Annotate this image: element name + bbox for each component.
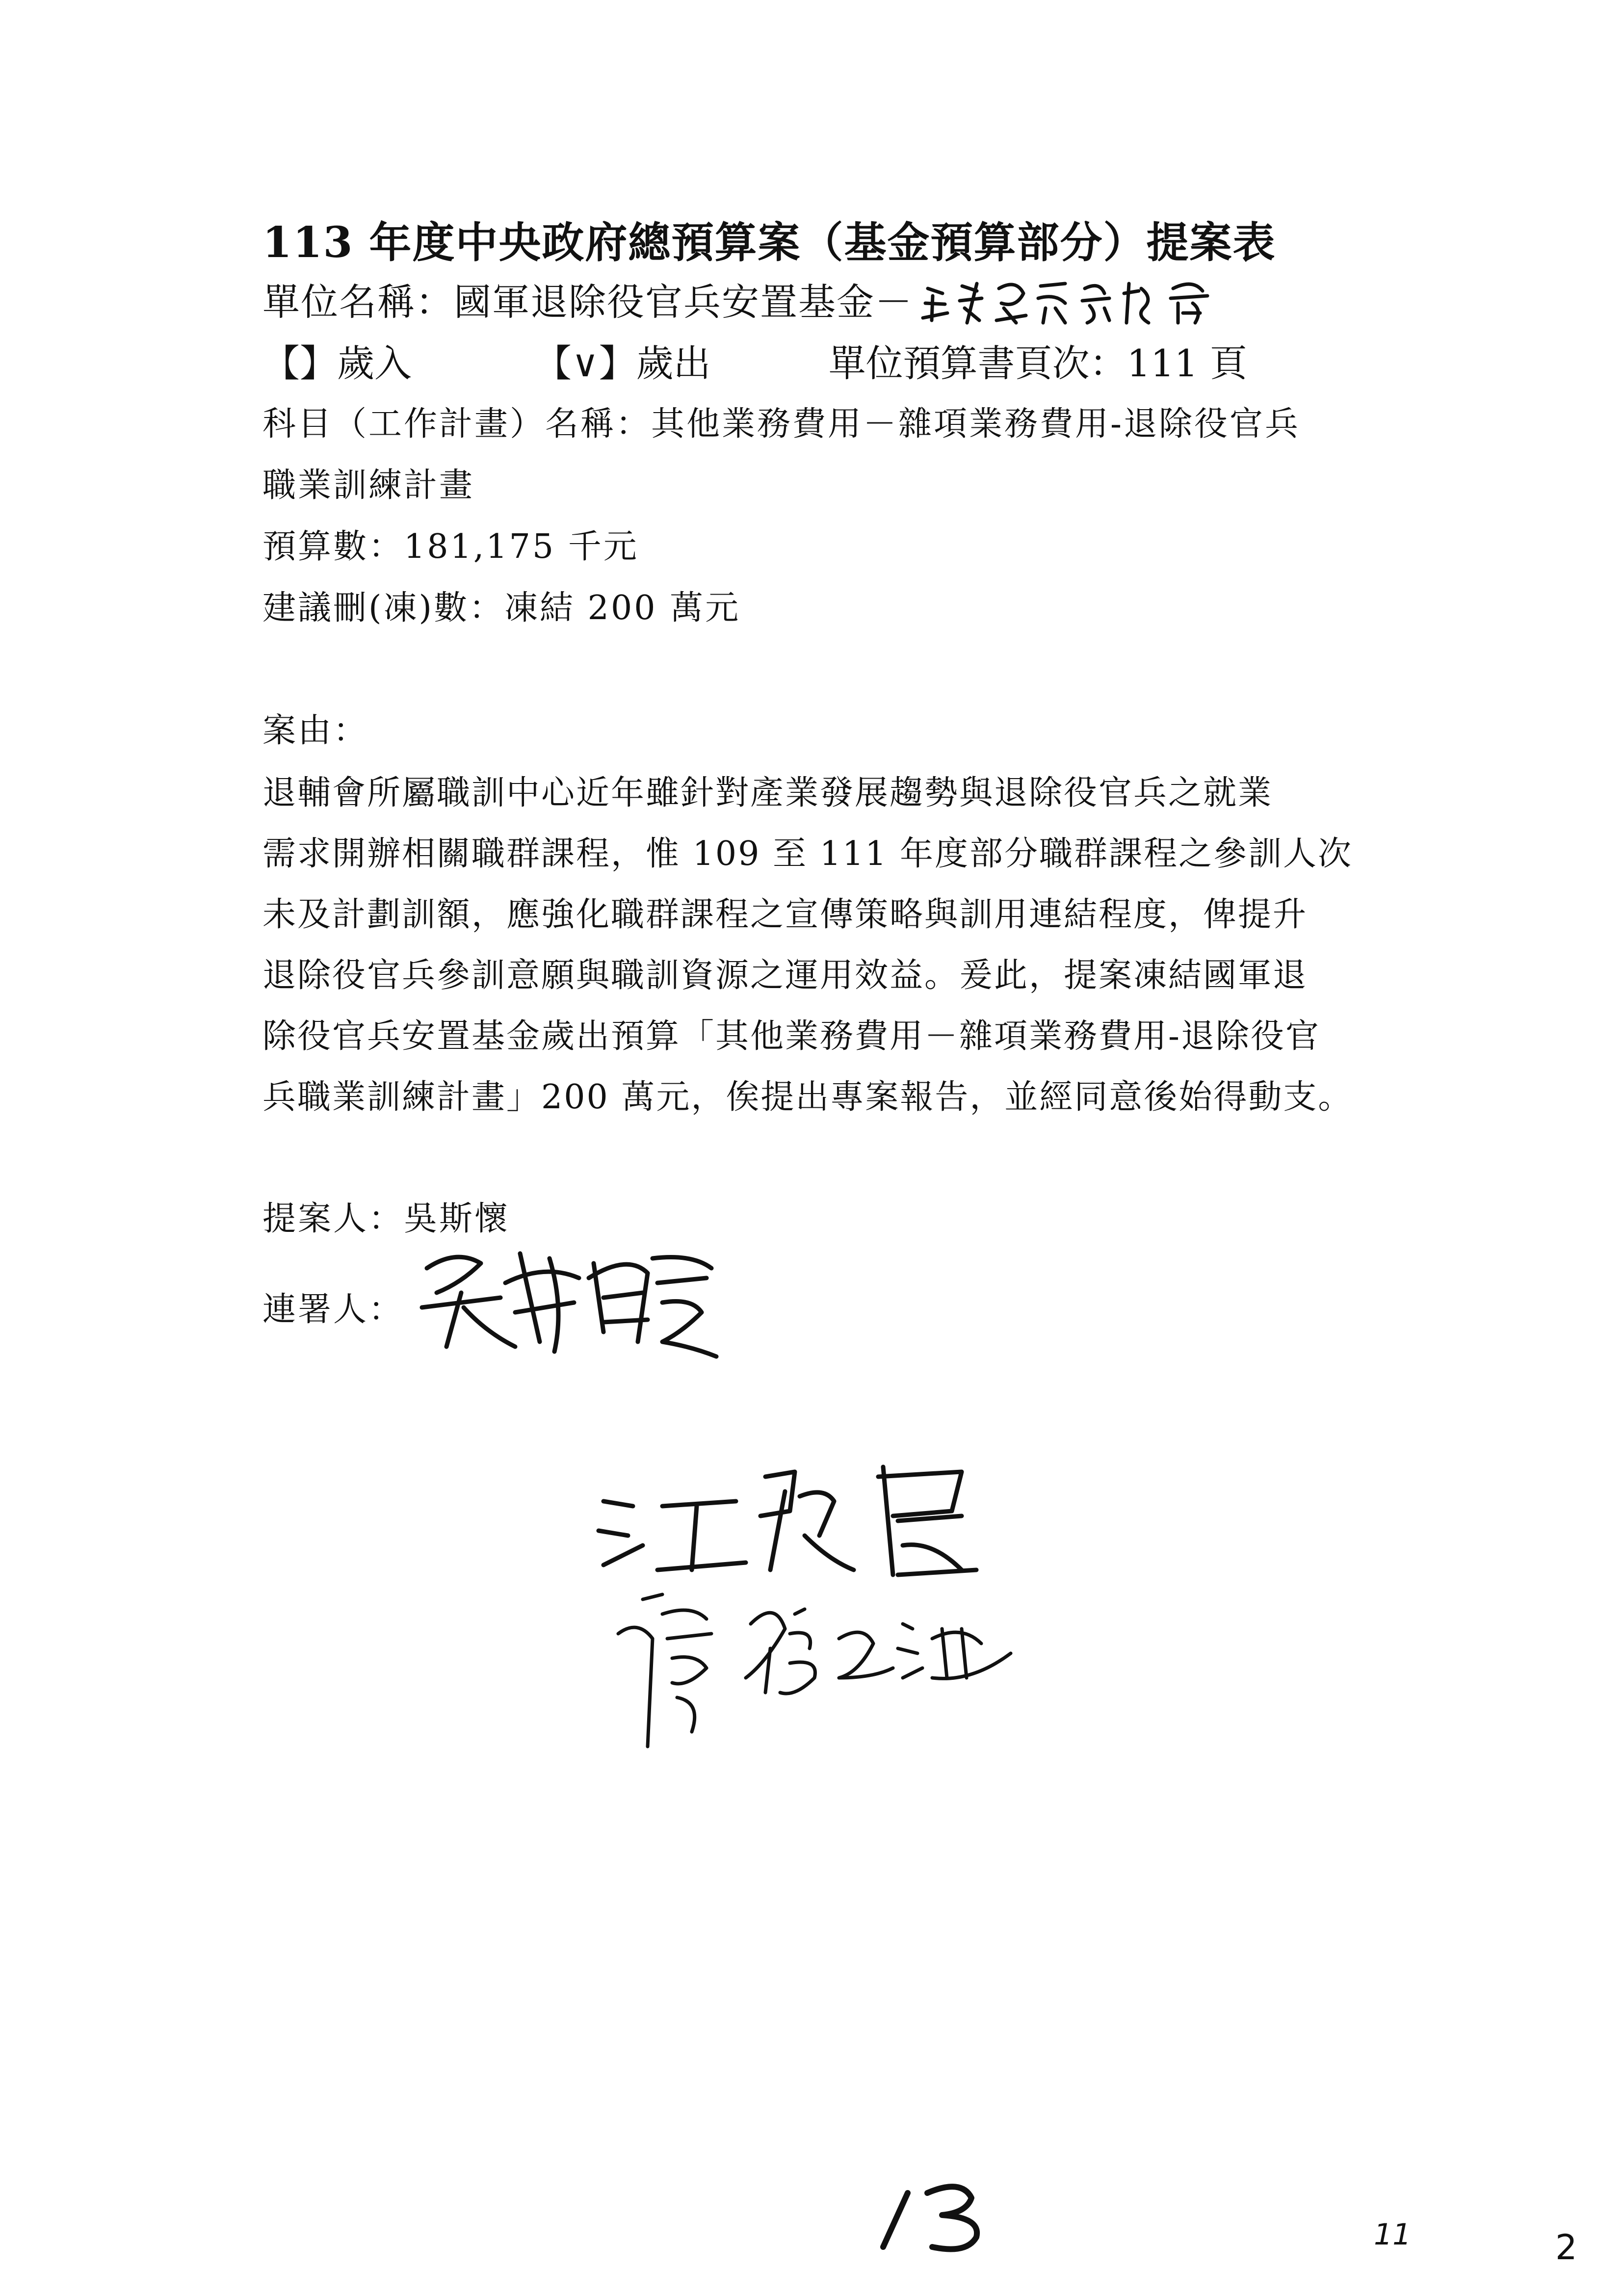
subject-line-1: 科目（工作計畫）名稱：其他業務費用－雜項業務費用-退除役官兵	[262, 405, 1300, 444]
handwritten-unit-name	[918, 274, 1252, 337]
page-reference: 單位預算書頁次：111 頁	[828, 341, 1247, 385]
page-number-handwritten	[873, 2173, 991, 2259]
reason-line: 退除役官兵參訓意願與職訓資源之運用效益。爰此，提案凍結國軍退	[262, 956, 1308, 995]
cosigner-label: 連署人：	[262, 1290, 404, 1329]
reason-text	[262, 763, 1406, 1128]
reason-line: 兵職業訓練計畫」200 萬元，俟提出專案報告，並經同意後始得動支。	[262, 1078, 1353, 1117]
unit-name-line	[262, 272, 1252, 337]
reason-line: 未及計劃訓額，應強化職群課程之宣傳策略與訓用連結程度，俾提升	[262, 895, 1308, 934]
budget-amount: 預算數：181,175 千元	[262, 527, 639, 566]
unit-name-label: 單位名稱：國軍退除役官兵安置基金－	[262, 280, 913, 324]
signature-chiang-chi-chen	[589, 1447, 991, 1587]
reason-label: 案由：	[262, 711, 369, 750]
budget-type-line	[262, 334, 1247, 387]
subject-line-2: 職業訓練計畫	[262, 466, 475, 505]
expenditure-option: 【∨】歲出	[534, 341, 711, 385]
signature-wu-szu-huai	[417, 1234, 721, 1363]
signature-liao-wan-ju	[608, 1580, 1030, 1758]
reason-line: 退輔會所屬職訓中心近年雖針對產業發展趨勢與退除役官兵之就業	[262, 774, 1273, 812]
page-number-small-2: 2	[1555, 2227, 1577, 2268]
suggested-freeze: 建議刪(凍)數：凍結 200 萬元	[262, 589, 741, 627]
reason-line: 除役官兵安置基金歲出預算「其他業務費用－雜項業務費用-退除役官	[262, 1017, 1320, 1056]
revenue-option: 【】歲入	[262, 341, 412, 385]
document-title: 113 年度中央政府總預算案（基金預算部分）提案表	[262, 218, 1276, 267]
proposer: 提案人：吳斯懷	[262, 1200, 510, 1238]
reason-line: 需求開辦相關職群課程，惟 109 至 111 年度部分職群課程之參訓人次	[262, 835, 1353, 873]
page-number-small-1: 11	[1374, 2218, 1412, 2252]
